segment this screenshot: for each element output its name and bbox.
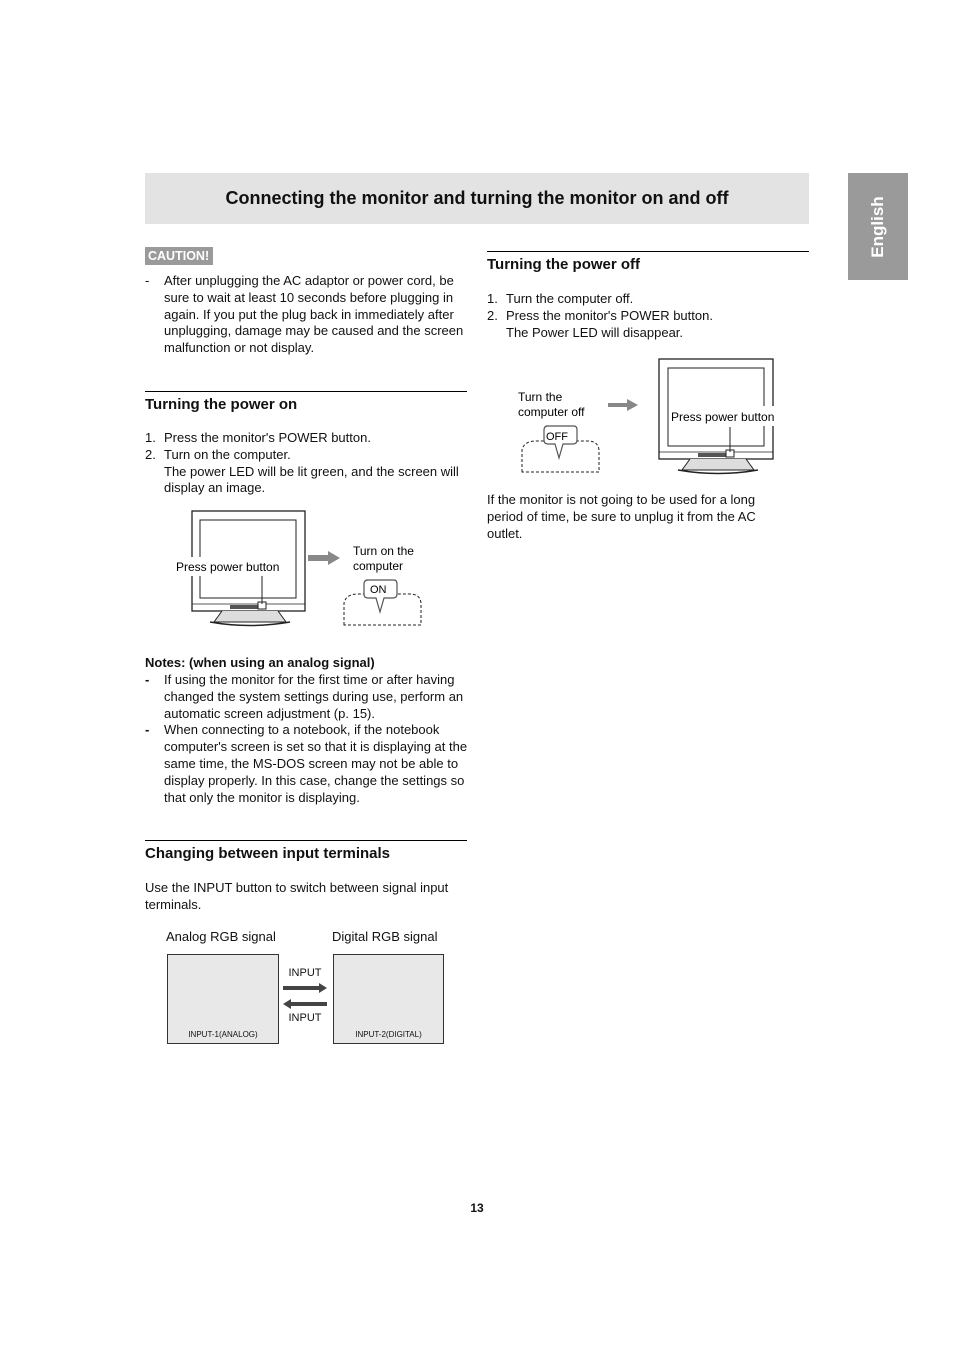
switch-on-label: ON: [370, 584, 387, 596]
language-tab[interactable]: [848, 173, 908, 280]
press-power-label: Press power button: [671, 410, 775, 424]
power-on-steps: [145, 430, 467, 497]
computer-off-label-line1: Turn the: [518, 390, 563, 404]
power-off-diagram: [515, 355, 790, 480]
power-off-note: If the monitor is not going to be used for a long period of time, be sure to unplug it from the AC outlet.: [487, 492, 756, 541]
step-marker: 2.: [145, 446, 156, 462]
power-on-step: [145, 447, 467, 497]
input-terminals-body: Use the INPUT button to switch between signal input terminals.: [145, 880, 449, 912]
analog-caption: Analog RGB signal: [166, 929, 276, 944]
step-text: Press the monitor's POWER button.: [164, 430, 371, 445]
input-arrow-bottom-label: INPUT: [288, 1012, 322, 1024]
input-terminals-title: Changing between input terminals: [145, 845, 391, 862]
note-item: [145, 722, 470, 806]
note-marker: -: [145, 672, 150, 687]
computer-off-label-line2: computer off: [518, 405, 585, 419]
power-off-step: [487, 291, 809, 308]
note-text: When connecting to a notebook, if the notebook computer's screen is set so that it is displaying at the same time, the MS-DOS screen may not be able to display properly. In this case, change the settings so that only the monitor is displaying.: [164, 722, 468, 805]
analog-screen-label: INPUT-1(ANALOG): [188, 1030, 258, 1039]
digital-caption: Digital RGB signal: [332, 929, 438, 944]
caution-list: [145, 273, 470, 357]
power-on-step: [145, 430, 467, 447]
caution-item-marker: -: [145, 273, 150, 288]
power-on-diagram: [170, 508, 430, 633]
step-text: Press the monitor's POWER button.: [506, 307, 713, 323]
note-marker: -: [145, 722, 150, 738]
note-text: If using the monitor for the first time or after having changed the system settings during use, perform an automatic screen adjustment (p. 15).: [164, 672, 464, 721]
switch-arrows-icon: [281, 982, 329, 1010]
section-divider: [145, 391, 467, 392]
computer-label-line1: Turn on the: [353, 544, 414, 558]
computer-label-line2: computer: [353, 559, 404, 573]
step-text: Turn on the computer.: [164, 446, 291, 462]
notes-title: Notes: (when using an analog signal): [145, 655, 375, 670]
step-subtext: The power LED will be lit green, and the screen will display an image.: [164, 463, 459, 496]
language-tab-label: English: [868, 195, 887, 258]
power-off-title: Turning the power off: [487, 256, 641, 273]
step-marker: 1.: [145, 430, 156, 445]
caution-item: [145, 273, 470, 357]
step-marker: 2.: [487, 307, 498, 323]
step-text: Turn the computer off.: [506, 291, 634, 306]
power-on-title: Turning the power on: [145, 396, 298, 413]
analog-screen: [167, 954, 279, 1044]
note-item: [145, 672, 470, 722]
power-off-step: [487, 308, 809, 342]
input-arrow-top-label: INPUT: [288, 967, 322, 979]
arrow-right-icon: [308, 551, 340, 565]
caution-badge: CAUTION!: [145, 247, 213, 265]
notes-list: [145, 672, 470, 806]
digital-screen-label: INPUT-2(DIGITAL): [355, 1030, 422, 1039]
step-marker: 1.: [487, 291, 498, 306]
page-title: Connecting the monitor and turning the monitor on and off: [225, 188, 729, 208]
step-subtext: The Power LED will disappear.: [506, 324, 684, 340]
arrow-right-icon: [608, 399, 638, 411]
page-number: 13: [470, 1201, 484, 1215]
press-power-label: Press power button: [176, 560, 280, 574]
switch-off-label: OFF: [546, 431, 568, 443]
power-off-steps: [487, 291, 809, 341]
section-divider: [487, 251, 809, 252]
section-divider: [145, 840, 467, 841]
digital-screen: [333, 954, 444, 1044]
caution-item-text: After unplugging the AC adaptor or power cord, be sure to wait at least 10 seconds before plugging in again. If you put the plug back in immediately after unplugging, damage may be caused and the screen malfunction or not display.: [164, 273, 464, 356]
